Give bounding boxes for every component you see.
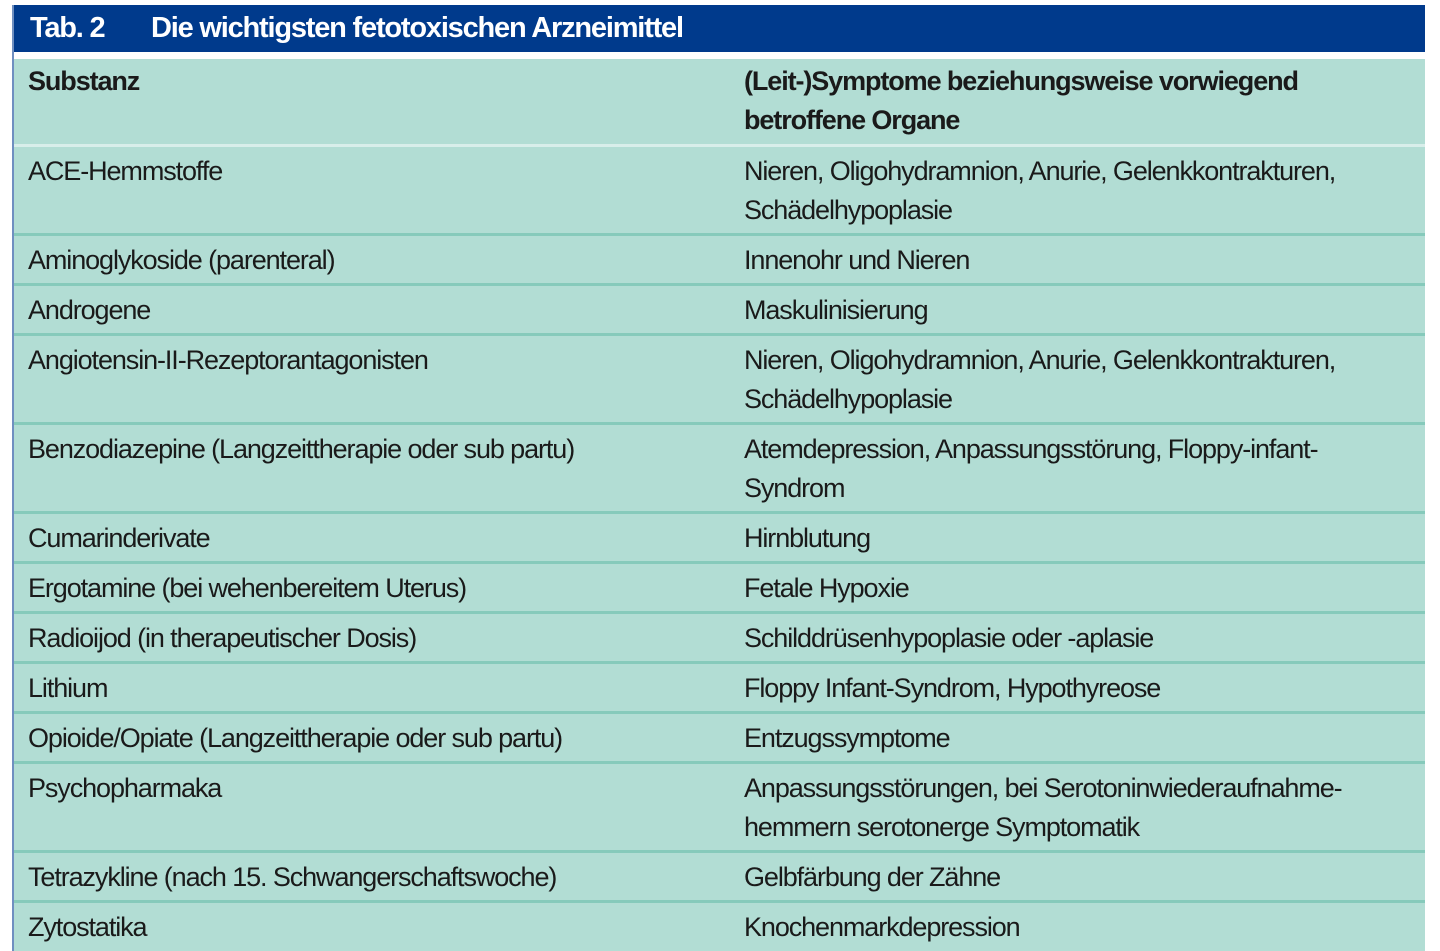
substance-cell: Androgene xyxy=(14,285,730,335)
table-row xyxy=(14,713,1425,763)
symptoms-cell: Fetale Hypoxie xyxy=(730,563,1425,613)
column-header-symptoms: (Leit-)Symptome beziehungsweise vorwiegend betroffene Organe xyxy=(730,59,1425,146)
title-gap xyxy=(14,52,1425,59)
substance-cell: Cumarinderivate xyxy=(14,513,730,563)
table-row xyxy=(14,613,1425,663)
table-header-row xyxy=(14,59,1425,146)
symptoms-cell: Anpassungsstörungen, bei Serotoninwiederaufnahme-hemmern serotonerge Symptomatik xyxy=(730,763,1425,852)
table-title: Die wichtigsten fetotoxischen Arzneimittel xyxy=(151,12,683,45)
substance-cell: Lithium xyxy=(14,663,730,713)
substance-cell: Tetrazykline (nach 15. Schwangerschaftswoche) xyxy=(14,852,730,902)
substance-cell: Aminoglykoside (parenteral) xyxy=(14,235,730,285)
symptoms-cell: Nieren, Oligohydramnion, Anurie, Gelenkkontrakturen, Schädelhypoplasie xyxy=(730,335,1425,424)
symptoms-cell: Knochenmarkdepression xyxy=(730,902,1425,951)
table-row xyxy=(14,663,1425,713)
table-row xyxy=(14,146,1425,235)
table-row xyxy=(14,902,1425,951)
substance-cell: Radioijod (in therapeutischer Dosis) xyxy=(14,613,730,663)
substance-cell: Psychopharmaka xyxy=(14,763,730,852)
table-row xyxy=(14,763,1425,852)
table-row xyxy=(14,852,1425,902)
substance-cell: Benzodiazepine (Langzeittherapie oder sub partu) xyxy=(14,424,730,513)
table-row xyxy=(14,513,1425,563)
symptoms-cell: Entzugssymptome xyxy=(730,713,1425,763)
table-row xyxy=(14,335,1425,424)
substance-cell: Ergotamine (bei wehenbereitem Uterus) xyxy=(14,563,730,613)
symptoms-cell: Schilddrüsenhypoplasie oder -aplasie xyxy=(730,613,1425,663)
substance-cell: ACE-Hemmstoffe xyxy=(14,146,730,235)
symptoms-cell: Nieren, Oligohydramnion, Anurie, Gelenkkontrakturen, Schädelhypoplasie xyxy=(730,146,1425,235)
table-row xyxy=(14,563,1425,613)
substance-cell: Zytostatika xyxy=(14,902,730,951)
symptoms-cell: Innenohr und Nieren xyxy=(730,235,1425,285)
substance-cell: Opioide/Opiate (Langzeittherapie oder sub partu) xyxy=(14,713,730,763)
symptoms-cell: Atemdepression, Anpassungsstörung, Floppy-infant-Syndrom xyxy=(730,424,1425,513)
table-title-bar xyxy=(14,5,1425,52)
table-row xyxy=(14,424,1425,513)
symptoms-cell: Hirnblutung xyxy=(730,513,1425,563)
table-row xyxy=(14,235,1425,285)
symptoms-cell: Gelbfärbung der Zähne xyxy=(730,852,1425,902)
table-number: Tab. 2 xyxy=(30,12,151,45)
symptoms-cell: Floppy Infant-Syndrom, Hypothyreose xyxy=(730,663,1425,713)
fetotoxic-drugs-table xyxy=(12,5,1425,951)
substance-cell: Angiotensin-II-Rezeptorantagonisten xyxy=(14,335,730,424)
drug-table xyxy=(14,59,1425,951)
table-row xyxy=(14,285,1425,335)
column-header-substance: Substanz xyxy=(14,59,730,146)
symptoms-cell: Maskulinisierung xyxy=(730,285,1425,335)
